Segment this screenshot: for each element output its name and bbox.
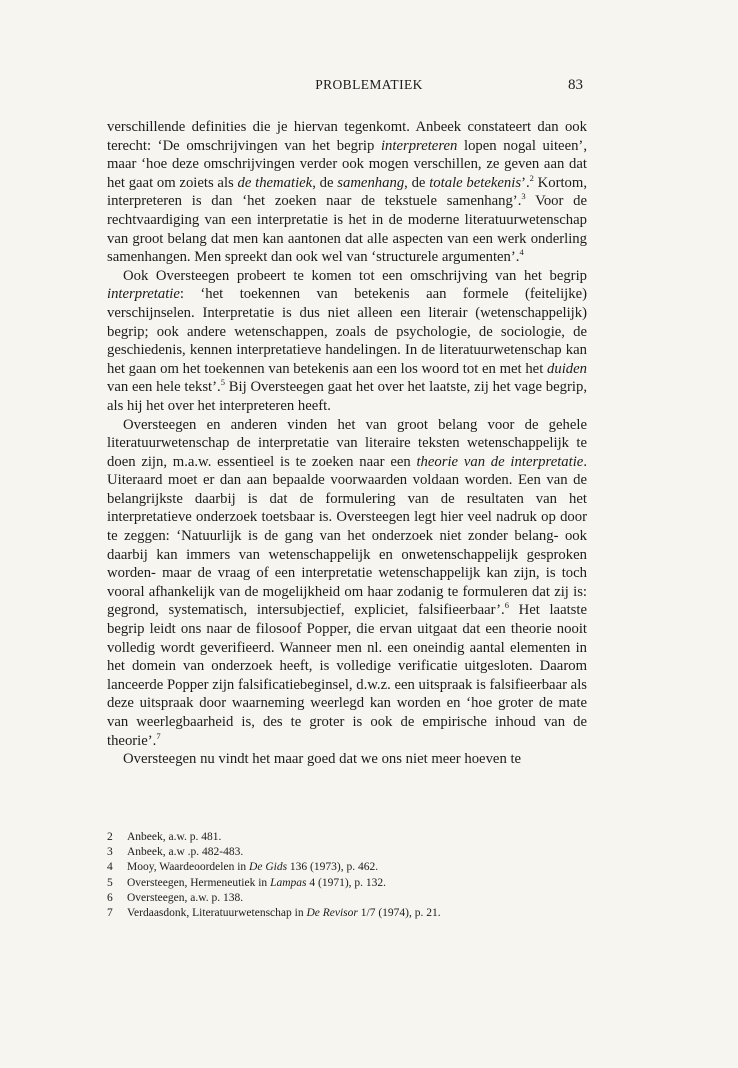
- page-header: [0, 77, 738, 97]
- footnote: [107, 876, 587, 891]
- footnote: [107, 845, 587, 860]
- footnote-number: 3: [107, 846, 113, 859]
- running-head: PROBLEMATIEK: [315, 77, 423, 92]
- footnote-text: Mooy, Waardeoordelen in De Gids 136 (1973), p. 462.: [127, 861, 379, 874]
- footnote-number: 5: [107, 876, 113, 889]
- footnote-text: Verdaasdonk, Literatuurwetenschap in De Revisor 1/7 (1974), p. 21.: [127, 907, 441, 920]
- footnote-number: 6: [107, 891, 113, 904]
- paragraph-3: Oversteegen en anderen vinden het van groot belang voor de gehele literatuurwetenschap de interpretatie van literaire teksten wetenschappelijk te doen zijn, m.a.w. essentieel is te zoeken naar een theorie van de interpretatie. Uiteraard moet er dan aan bepaalde voorwaarden voldaan worden. Een van de belangrijkste daarbij is dat de formulering van de resultaten van het interpretatieve onderzoek toetsbaar is. Oversteegen legt hier veel nadruk op door te zeggen: ‘Natuurlijk is de gang van het onderzoek niet zonder belang- ook daarbij kan immers van wetenschappelijk en onwetenschappelijk gesproken worden- maar de vraag of een interpretatie wetenschappelijk kan zijn, is toch vooral afhankelijk van de mogelijkheid om haar zodanig te formuleren dat zij is: gegrond, systematisch, intersubjectief, expliciet, falsifieerbaar’.$^6$ Het laatste begrip leidt ons naar de filosoof Popper, die ervan uitgaat dat een theorie nooit volledig wordt geverifieerd. Wanneer men nl. een oneindig aantal elementen in het domein van onderzoek heeft, is volledige verificatie uitgesloten. Daarom lanceerde Popper zijn falsificatiebeginsel, d.w.z. een uitspraak is falsifieerbaar als deze uitspraak door waarneming weerlegd kan worden en ‘hoe groter de mate van weerlegbaarheid is, des te groter is ook de empirische inhoud van de theorie’.$^7$: [107, 416, 587, 749]
- footnote-number: 2: [107, 831, 113, 843]
- footnote-text: Anbeek, a.w .p. 482-483.: [127, 846, 244, 859]
- footnote: [107, 906, 587, 921]
- footnotes: [107, 830, 587, 921]
- footnote: [107, 860, 587, 875]
- footnote: [107, 830, 587, 845]
- footnote-number: 7: [107, 907, 113, 920]
- footnote-text: Anbeek, a.w. p. 481.: [127, 831, 222, 843]
- footnote-text: Oversteegen, Hermeneutiek in Lampas 4 (1971), p. 132.: [127, 876, 387, 889]
- paragraph-4: Oversteegen nu vindt het maar goed dat we ons niet meer hoeven te: [123, 751, 522, 768]
- footnote-number: 4: [107, 861, 113, 874]
- body-text: [107, 118, 587, 769]
- footnote-text: Oversteegen, a.w. p. 138.: [127, 891, 244, 904]
- paragraph-1: verschillende definities die je hiervan tegenkomt. Anbeek constateert dan ook terecht: ‘De omschrijvingen van het begrip interpreteren lopen nogal uiteen’, maar ‘hoe deze omschrijvingen verder ook mogen verschillen, ze geven aan dat het gaat om zoiets als de thematiek, de samenhang, de totale betekenis’.$^2$ Kortom, interpreteren is dan ‘het zoeken naar de tekstuele samenhang’.$^3$ Voor de rechtvaardiging van een interpretatie is het in de moderne literatuurwetenschap van groot belang dat men kan aantonen dat alle aspecten van een werk onderling samenhangen. Men spreekt dan ook wel van ‘structurele argumenten’.$^4$: [107, 119, 588, 266]
- footnote: [107, 891, 587, 906]
- page-number: 83: [568, 77, 583, 93]
- paragraph-2: Ook Oversteegen probeert te komen tot een omschrijving van het begrip interpretatie: ‘het toekennen van betekenis aan formele (feitelijke) verschijnselen. Interpretatie is dus niet alleen een literair (wetenschappelijk) begrip; ook andere wetenschappen, zoals de psychologie, de sociologie, de geschiedenis, kennen interpretatieve handelingen. In de literatuurwetenschap kan het gaan om het toekennen van betekenis aan een los woord tot en met het duiden van een hele tekst’.$^5$ Bij Oversteegen gaat het over het laatste, zij het vage begrip, als hij het over het interpreteren heeft.: [107, 267, 587, 414]
